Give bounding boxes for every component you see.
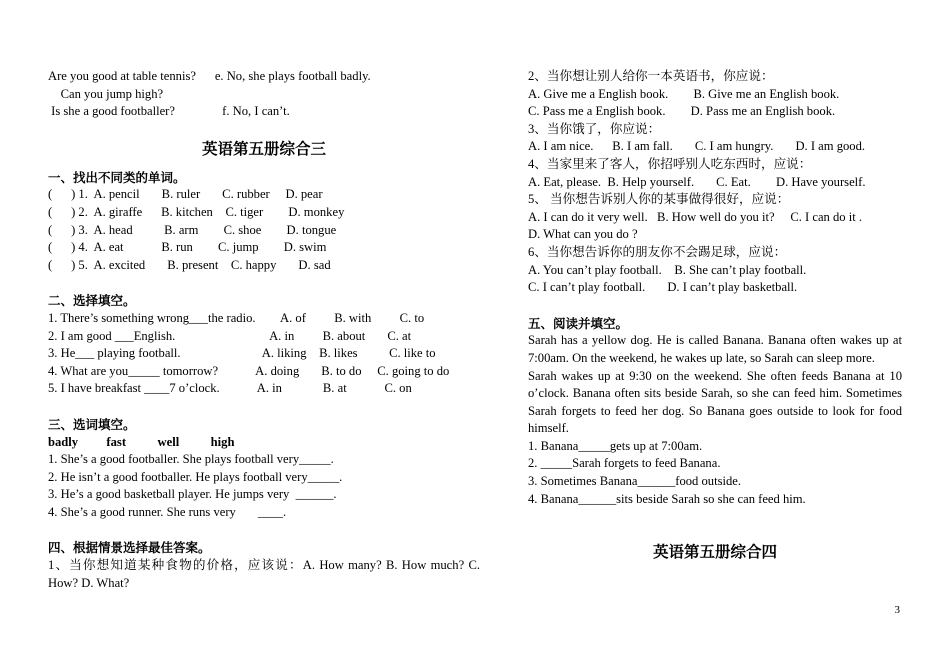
situation-options: C. I can’t play football. D. I can’t play basketball.: [528, 280, 798, 295]
situation-options: A. You can’t play football. B. She can’t play football.: [528, 262, 807, 277]
odd-one-out-item: ( ) 2. A. giraffe B. kitchen C. tiger D. monkey: [48, 204, 345, 219]
situation-question-2: 2、当你想让别人给你一本英语书，你应说：: [528, 69, 774, 83]
reading-paragraph-2: Sarah wakes up at 9:30 on the weekend. She often feeds Banana at 10 o’clock. Banana often sits beside Sarah, so she can feed him. Sometimes Sarah forgets to feed her dog. So Banana goes outside to look for food himself.: [528, 368, 902, 436]
choice-item: 1. There’s something wrong___the radio. A. of B. with C. to: [48, 310, 425, 325]
reading-fill-item: 3. Sometimes Banana______food outside.: [528, 474, 742, 489]
choice-item: 3. He___ playing football. A. liking B. likes C. like to: [48, 346, 436, 361]
section-3-heading: 三、选词填空。: [48, 416, 136, 432]
section-4-heading: 四、根据情景选择最佳答案。: [48, 540, 211, 556]
matching-line-2: Can you jump high?: [48, 86, 164, 101]
odd-one-out-item: ( ) 1. A. pencil B. ruler C. rubber D. pear: [48, 187, 323, 202]
reading-fill-item: 2. _____Sarah forgets to feed Banana.: [528, 456, 721, 471]
situation-options: C. Pass me a English book. D. Pass me an English book.: [528, 104, 836, 119]
situation-options: A. Give me a English book. B. Give me an English book.: [528, 86, 840, 101]
situation-options: A. I am nice. B. I am fall. C. I am hungry. D. I am good.: [528, 139, 866, 154]
choice-item: 4. What are you_____ tomorrow? A. doing B. to do C. going to do: [48, 363, 450, 378]
fill-word-item: 2. He isn’t a good footballer. He plays football very_____.: [48, 469, 343, 484]
odd-one-out-item: ( ) 4. A. eat B. run C. jump D. swim: [48, 240, 327, 255]
situation-question-5: 5、 当你想告诉别人你的某事做得很好，应说：: [528, 192, 790, 207]
situation-question-6: 6、当你想告诉你的朋友你不会踢足球，应说：: [528, 244, 787, 259]
section-5-heading: 五、阅读并填空。: [528, 315, 629, 331]
odd-one-out-item: ( ) 5. A. excited B. present C. happy D. sad: [48, 257, 331, 272]
situation-item-1: 1、当你想知道某种食物的价格，应该说：A. How many? B. How much? C. How? D. What?: [48, 558, 480, 590]
situation-options: A. I can do it very well. B. How well do you it? C. I can do it .: [528, 209, 863, 224]
reading-fill-item: 1. Banana_____gets up at 7:00am.: [528, 438, 703, 453]
situation-question-3: 3、当你饿了，你应说：: [528, 121, 661, 136]
left-column: [48, 68, 480, 592]
fill-word-item: 1. She’s a good footballer. She plays football very_____.: [48, 452, 334, 467]
choice-item: 5. I have breakfast ____7 o’clock. A. in B. at C. on: [48, 381, 412, 396]
matching-line-1: Are you good at table tennis? e. No, she plays football badly.: [48, 69, 371, 83]
fill-word-item: 4. She’s a good runner. She runs very ____.: [48, 504, 287, 519]
exercise-title-4: 英语第五册综合四: [652, 543, 777, 562]
right-column: [528, 68, 902, 562]
choice-item: 2. I am good ___English. A. in B. about C. at: [48, 328, 412, 343]
word-bank: badly fast well high: [48, 434, 235, 449]
odd-one-out-item: ( ) 3. A. head B. arm C. shoe D. tongue: [48, 222, 337, 237]
reading-fill-item: 4. Banana______sits beside Sarah so she can feed him.: [528, 491, 806, 506]
matching-line-3: Is she a good footballer? f. No, I can’t.: [48, 104, 290, 119]
fill-word-item: 3. He’s a good basketball player. He jumps very ______.: [48, 487, 337, 502]
situation-options: A. Eat, please. B. Help yourself. C. Eat. D. Have yourself.: [528, 174, 866, 189]
section-1-heading: 一、找出不同类的单词。: [48, 169, 186, 185]
section-2-heading: 二、选择填空。: [48, 293, 136, 309]
situation-options: D. What can you do ?: [528, 227, 638, 242]
reading-paragraph-1: Sarah has a yellow dog. He is called Banana. Banana often wakes up at 7:00am. On the weekend, he wakes up late, so Sarah can sleep more.: [528, 333, 902, 365]
situation-question-4: 4、当家里来了客人，你招呼别人吃东西时，应说：: [528, 156, 812, 171]
exercise-title-3: 英语第五册综合三: [201, 139, 326, 158]
page-number: 3: [894, 604, 900, 616]
